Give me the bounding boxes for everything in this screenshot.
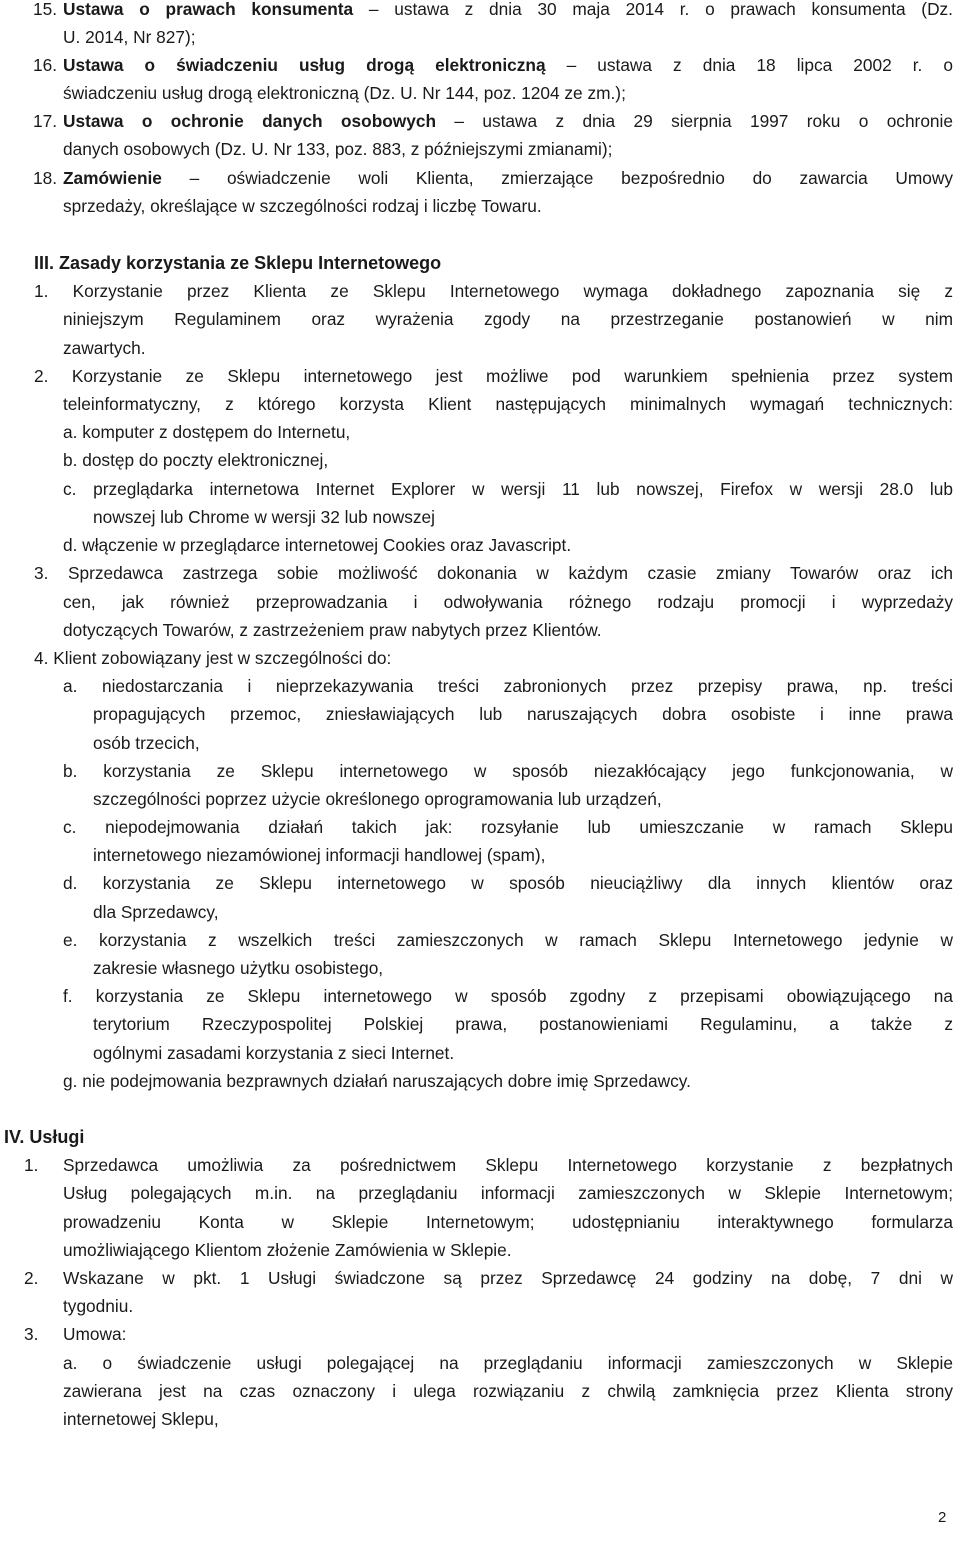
- definition-number: 16.: [33, 55, 58, 75]
- paragraph-line: Usług polegających m.in. na przeglądaniu informacji zamieszczonych w Sklepie Internetowym;: [63, 1183, 953, 1203]
- definition-text: – ustawa z dnia 29 sierpnia 1997 roku o ochronie: [454, 111, 953, 131]
- paragraph-line: Sprzedawca umożliwia za pośrednictwem Sklepu Internetowego korzystanie z bezpłatnych: [63, 1155, 953, 1175]
- definition-continuation: danych osobowych (Dz. U. Nr 133, poz. 883, z późniejszymi zmianami);: [63, 139, 613, 159]
- definition-term: Ustawa o świadczeniu usług drogą elektroniczną: [63, 55, 546, 75]
- list-number: 1.: [24, 1155, 39, 1175]
- definition-number: 18.: [33, 168, 58, 188]
- paragraph-line: zawartych.: [63, 338, 146, 358]
- definition-line: [63, 107, 953, 135]
- paragraph-line: teleinformatyczny, z którego korzysta Klient następujących minimalnych wymagań technicznych:: [63, 394, 953, 414]
- list-item: c. niepodejmowania działań takich jak: rozsyłanie lub umieszczanie w ramach Sklepu: [63, 817, 953, 837]
- list-item-continuation: propagujących przemoc, zniesławiających lub naruszających dobra osobiste i inne prawa: [93, 704, 953, 724]
- definition-text: – ustawa z dnia 30 maja 2014 r. o prawach konsumenta (Dz.: [368, 0, 953, 19]
- list-item: a. komputer z dostępem do Internetu,: [63, 422, 351, 442]
- list-item: b. korzystania ze Sklepu internetowego w sposób niezakłócający jego funkcjonowania, w: [63, 761, 953, 781]
- definition-line: [63, 164, 953, 192]
- list-item-continuation: zakresie własnego użytku osobistego,: [93, 958, 384, 978]
- list-item-continuation: ogólnymi zasadami korzystania z sieci Internet.: [93, 1043, 455, 1063]
- definition-number: 17.: [33, 111, 58, 131]
- list-item: a. o świadczenie usługi polegającej na przeglądaniu informacji zamieszczonych w Sklepie: [63, 1353, 953, 1373]
- definition-number: 15.: [33, 0, 58, 19]
- definition-term: Zamówienie: [63, 168, 162, 188]
- definition-text: – ustawa z dnia 18 lipca 2002 r. o: [566, 55, 954, 75]
- definition-continuation: sprzedaży, określające w szczególności rodzaj i liczbę Towaru.: [63, 196, 542, 216]
- paragraph-line: Umowa:: [63, 1324, 127, 1344]
- section-heading: III. Zasady korzystania ze Sklepu Internetowego: [34, 253, 442, 273]
- list-item: e. korzystania z wszelkich treści zamieszczonych w ramach Sklepu Internetowego jedynie w: [63, 930, 953, 950]
- paragraph-line: 2. Korzystanie ze Sklepu internetowego jest możliwe pod warunkiem spełnienia przez system: [34, 366, 953, 386]
- definition-text: – oświadczenie woli Klienta, zmierzające bezpośrednio do zawarcia Umowy: [189, 168, 953, 188]
- section-heading: IV. Usługi: [4, 1127, 85, 1147]
- list-item-continuation: dla Sprzedawcy,: [93, 902, 219, 922]
- paragraph-line: umożliwiającego Klientom złożenie Zamówienia w Sklepie.: [63, 1240, 512, 1260]
- paragraph-line: Wskazane w pkt. 1 Usługi świadczone są przez Sprzedawcę 24 godziny na dobę, 7 dni w: [63, 1268, 953, 1288]
- list-item: d. korzystania ze Sklepu internetowego w sposób nieuciążliwy dla innych klientów oraz: [63, 873, 953, 893]
- definition-term: Ustawa o ochronie danych osobowych: [63, 111, 437, 131]
- list-item: a. niedostarczania i nieprzekazywania treści zabronionych przez przepisy prawa, np. treści: [63, 676, 953, 696]
- paragraph-line: dotyczących Towarów, z zastrzeżeniem praw nabytych przez Klientów.: [63, 620, 602, 640]
- definition-line: [63, 51, 953, 79]
- list-item: c. przeglądarka internetowa Internet Explorer w wersji 11 lub nowszej, Firefox w wersji 28.0 lub: [63, 479, 953, 499]
- list-item-continuation: nowszej lub Chrome w wersji 32 lub nowszej: [93, 507, 435, 527]
- list-number: 2.: [24, 1268, 39, 1288]
- list-number: 3.: [24, 1324, 39, 1344]
- list-item: g. nie podejmowania bezprawnych działań naruszających dobre imię Sprzedawcy.: [63, 1071, 691, 1091]
- paragraph-line: tygodniu.: [63, 1296, 134, 1316]
- definition-continuation: świadczeniu usług drogą elektroniczną (Dz. U. Nr 144, poz. 1204 ze zm.);: [63, 83, 626, 103]
- page-number: 2: [938, 1509, 947, 1526]
- paragraph-line: 4. Klient zobowiązany jest w szczególności do:: [34, 648, 392, 668]
- list-item-continuation: terytorium Rzeczypospolitej Polskiej prawa, postanowieniami Regulaminu, a także z: [93, 1014, 953, 1034]
- paragraph-line: 1. Korzystanie przez Klienta ze Sklepu Internetowego wymaga dokładnego zapoznania się z: [34, 281, 953, 301]
- paragraph-line: 3. Sprzedawca zastrzega sobie możliwość dokonania w każdym czasie zmiany Towarów oraz ich: [34, 563, 953, 583]
- list-item: b. dostęp do poczty elektronicznej,: [63, 450, 329, 470]
- list-item-continuation: internetowego niezamówionej informacji handlowej (spam),: [93, 845, 546, 865]
- definition-line: [63, 0, 953, 23]
- list-item: f. korzystania ze Sklepu internetowego w sposób zgodny z przepisami obowiązującego na: [63, 986, 953, 1006]
- list-item: d. włączenie w przeglądarce internetowej Cookies oraz Javascript.: [63, 535, 572, 555]
- definition-continuation: U. 2014, Nr 827);: [63, 27, 196, 47]
- list-item-continuation: szczególności poprzez użycie określonego oprogramowania lub urządzeń,: [93, 789, 662, 809]
- list-item-continuation: osób trzecich,: [93, 733, 200, 753]
- list-item-continuation: internetowej Sklepu,: [63, 1409, 219, 1429]
- paragraph-line: prowadzeniu Konta w Sklepie Internetowym; udostępnianiu interaktywnego formularza: [63, 1212, 953, 1232]
- list-item-continuation: zawierana jest na czas oznaczony i ulega rozwiązaniu z chwilą zamknięcia przez Klienta strony: [63, 1381, 953, 1401]
- definition-term: Ustawa o prawach konsumenta: [63, 0, 354, 19]
- paragraph-line: cen, jak również przeprowadzania i odwoływania różnego rodzaju promocji i wyprzedaży: [63, 592, 953, 612]
- paragraph-line: niniejszym Regulaminem oraz wyrażenia zgody na przestrzeganie postanowień w nim: [63, 309, 953, 329]
